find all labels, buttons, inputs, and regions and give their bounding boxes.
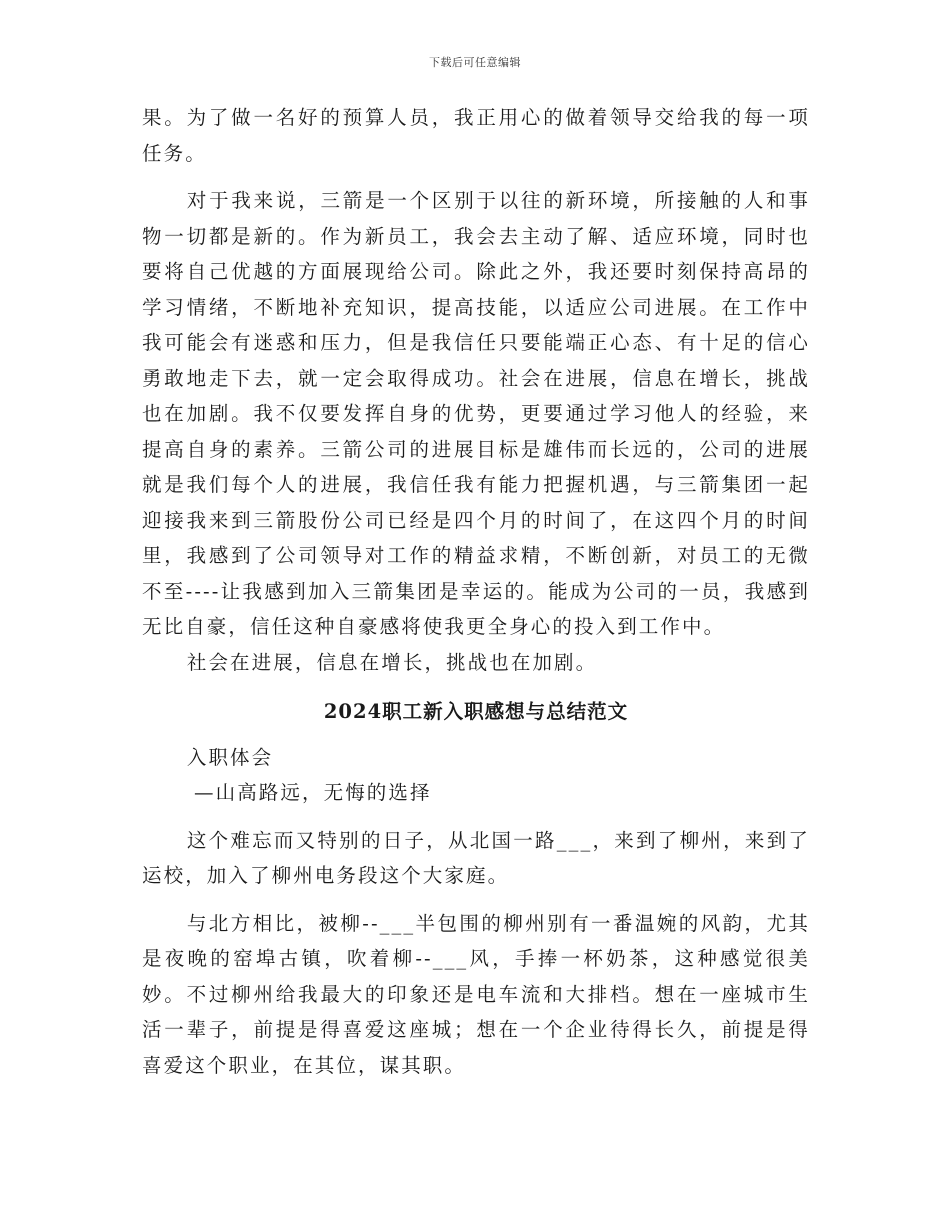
paragraph: 对于我来说，三箭是一个区别于以往的新环境，所接触的人和事物一切都是新的。作为新员工，我会去主动了解、适应环境，同时也要将自己优越的方面展现给公司。除此之外，我还要时刻保持高昂的学习情绪，不断地补充知识，提高技能，以适应公司进展。在工作中我可能会有迷惑和压力，但是我信任只要能端正心态、有十足的信心勇敢地走下去，就一定会取得成功。社会在进展，信息在增长，挑战也在加剧。我不仅要发挥自身的优势，更要通过学习他人的经验，来提高自身的素养。三箭公司的进展目标是雄伟而长远的，公司的进展就是我们每个人的进展，我信任我有能力把握机遇，与三箭集团一起迎接我来到三箭股份公司已经是四个月的时间了，在这四个月的时间里，我感到了公司领导对工作的精益求精，不断创新，对员工的无微不至----让我感到加入三箭集团是幸运的。能成为公司的一员，我感到无比自豪，信任这种自豪感将使我更全身心的投入到工作中。 xyxy=(142,189,810,638)
paragraph: 与北方相比，被柳--___半包围的柳州别有一番温婉的风韵，尤其是夜晚的窑埠古镇，吹着柳--___风，手捧一杯奶茶，这种感觉很美妙。不过柳州给我最大的印象还是电车流和大排档。想在一座城市生活一辈子，前提是得喜爱这座城；想在一个企业待得长久，前提是得喜爱这个职业，在其位，谋其职。 xyxy=(142,911,810,1077)
article-title: 2024职工新入职感想与总结范文 xyxy=(323,700,629,723)
section-label: 入职体会 xyxy=(186,745,274,769)
paragraph: 这个难忘而又特别的日子，从北国一路___，来到了柳州，来到了运校，加入了柳州电务段这个大家庭。 xyxy=(142,828,810,887)
page-header: 下载后可任意编辑 xyxy=(429,56,521,69)
paragraph: 果。为了做一名好的预算人员，我正用心的做着领导交给我的每一项任务。 xyxy=(142,106,810,165)
section-subtitle: —山高路远，无悔的选择 xyxy=(194,781,432,804)
document-body xyxy=(142,100,810,1083)
paragraph: 社会在进展，信息在增长，挑战也在加剧。 xyxy=(186,650,598,674)
